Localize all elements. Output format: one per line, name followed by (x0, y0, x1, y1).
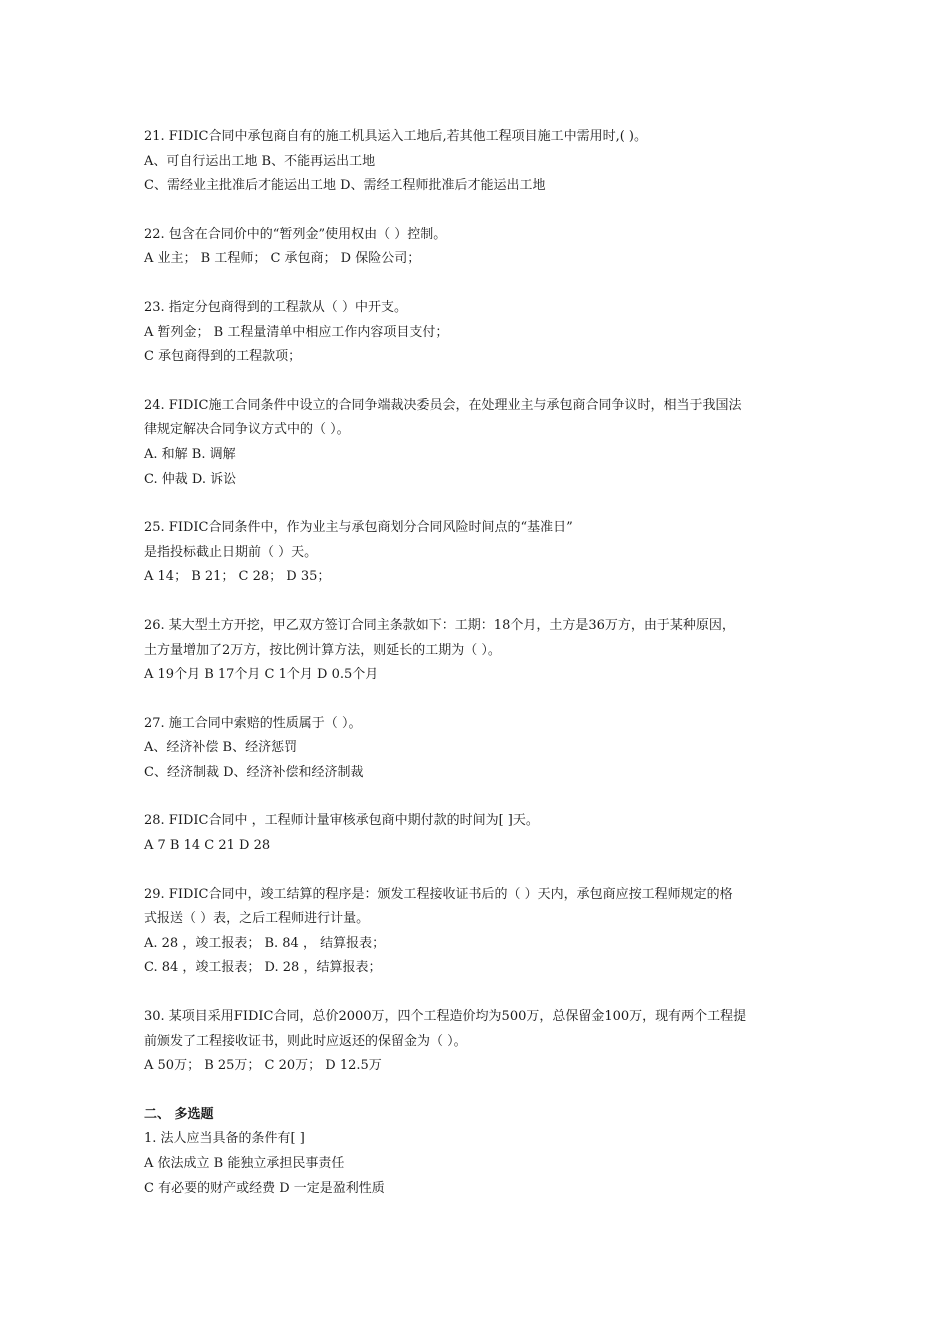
answer-options: A 7 B 14 C 21 D 28 (144, 838, 271, 854)
section-multiple-choice (144, 1103, 814, 1201)
answer-options: A 14； B 21； C 28； D 35； (144, 569, 331, 585)
question-29 (144, 883, 814, 981)
question-text: 27. 施工合同中索赔的性质属于（ ）。 (144, 715, 362, 731)
question-text: 28. FIDIC合同中 ，工程师计量审核承包商中期付款的时间为[ ]天。 (144, 813, 539, 829)
answer-options: A. 28 ，竣工报表； B. 84 ， 结算报表； (144, 935, 386, 951)
question-text: 26. 某大型土方开挖，甲乙双方签订合同主条款如下：工期：18个月，土方是36万方，由于某种原因， (144, 617, 735, 633)
answer-options: C. 仲裁 D. 诉讼 (144, 471, 237, 487)
question-text: 22. 包含在合同价中的“暂列金”使用权由（ ）控制。 (144, 226, 447, 242)
question-30 (144, 1005, 814, 1079)
question-text: 29. FIDIC合同中，竣工结算的程序是：颁发工程接收证书后的（ ）天内，承包商应按工程师规定的格 (144, 886, 733, 902)
question-text: 前颁发了工程接收证书，则此时应返还的保留金为（ ）。 (144, 1033, 467, 1049)
answer-options: A 暂列金； B 工程量清单中相应工作内容项目支付； (144, 324, 449, 340)
answer-options: A、可自行运出工地 B、不能再运出工地 (144, 153, 376, 169)
answer-options: A 依法成立 B 能独立承担民事责任 (144, 1156, 345, 1171)
question-text: 23. 指定分包商得到的工程款从（ ）中开支。 (144, 299, 407, 315)
question-21 (144, 125, 814, 199)
question-text: 24. FIDIC施工合同条件中设立的合同争端裁决委员会，在处理业主与承包商合同争议时，相当于我国法 (144, 397, 742, 413)
question-text: 式报送（ ）表，之后工程师进行计量。 (144, 911, 370, 927)
answer-options: C. 84 ，竣工报表； D. 28 ，结算报表； (144, 960, 382, 976)
question-23 (144, 296, 814, 370)
question-27 (144, 712, 814, 786)
question-text: 21. FIDIC合同中承包商自有的施工机具运入工地后,若其他工程项目施工中需用时,( )。 (144, 129, 648, 144)
question-text: 律规定解决合同争议方式中的（ ）。 (144, 422, 350, 438)
question-text: 30. 某项目采用FIDIC合同，总价2000万，四个工程造价均为500万，总保留金100万，现有两个工程提 (144, 1009, 747, 1025)
question-25 (144, 516, 814, 590)
question-22 (144, 223, 814, 272)
question-text: 是指投标截止日期前（ ）天。 (144, 544, 318, 560)
answer-options: A 50万； B 25万； C 20万； D 12.5万 (144, 1058, 382, 1074)
answer-options: C 有必要的财产或经费 D 一定是盈利性质 (144, 1180, 385, 1196)
answer-options: A 19个月 B 17个月 C 1个月 D 0.5个月 (144, 667, 379, 683)
question-28 (144, 809, 814, 858)
answer-options: C、经济制裁 D、经济补偿和经济制裁 (144, 764, 364, 780)
question-text: 土方量增加了2万方，按比例计算方法，则延长的工期为（ ）。 (144, 642, 501, 658)
answer-options: C 承包商得到的工程款项； (144, 349, 302, 365)
question-text: 1. 法人应当具备的条件有[ ] (144, 1131, 305, 1147)
question-24 (144, 394, 814, 492)
answer-options: A 业主； B 工程师； C 承包商； D 保险公司； (144, 251, 421, 267)
document-content (144, 125, 814, 1201)
question-26 (144, 614, 814, 688)
answer-options: C、需经业主批准后才能运出工地 D、需经工程师批准后才能运出工地 (144, 178, 546, 194)
section-title: 二、 多选题 (144, 1106, 214, 1122)
answer-options: A. 和解 B. 调解 (144, 446, 236, 462)
answer-options: A、经济补偿 B、经济惩罚 (144, 740, 298, 756)
question-text: 25. FIDIC合同条件中，作为业主与承包商划分合同风险时间点的“基准日” (144, 520, 573, 536)
